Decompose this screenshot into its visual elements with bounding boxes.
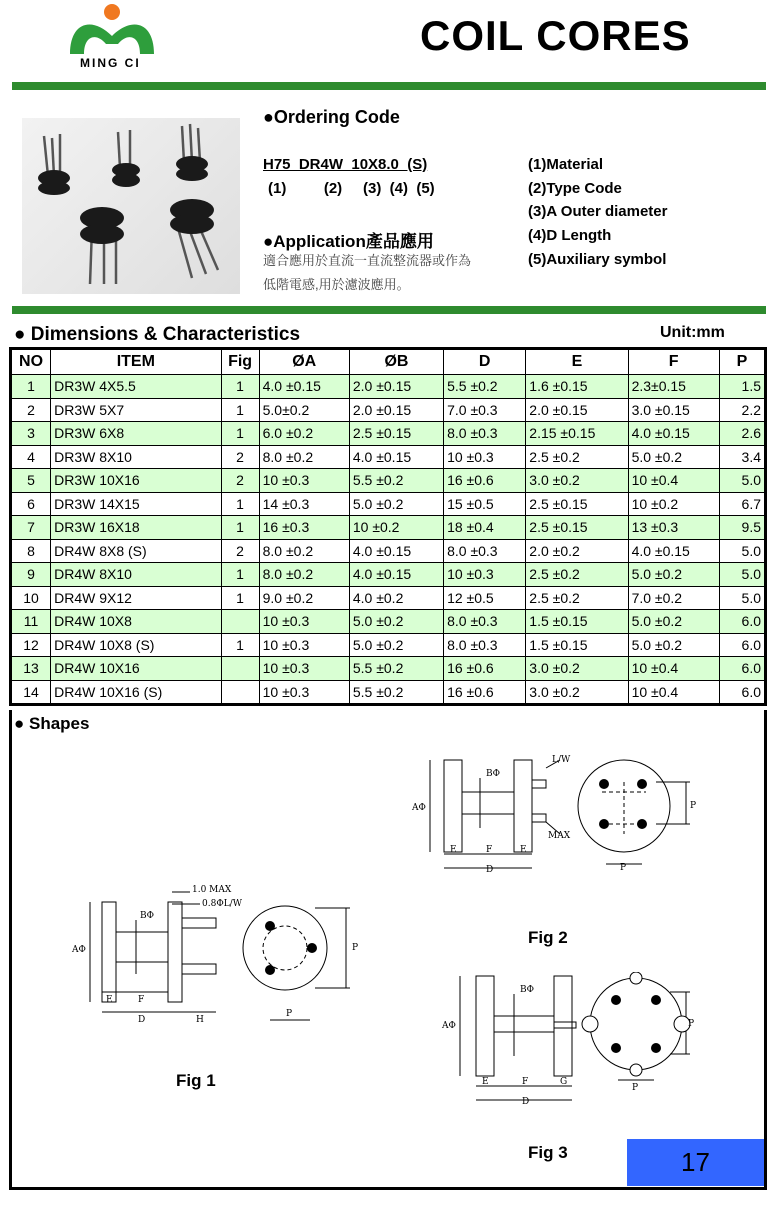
cell-f: 10 ±0.4 [628,680,719,705]
page-number: 17 [627,1139,764,1186]
fig3-drawing [438,972,698,1107]
cell-fig: 1 [221,516,259,540]
cell-item: DR4W 10X8 (S) [51,633,221,657]
page-title: COIL CORES [420,12,691,59]
product-photo [22,118,240,294]
cell-p: 5.0 [719,539,765,563]
cell-p: 6.0 [719,680,765,705]
cell-d: 15 ±0.5 [444,492,526,516]
header-b: ØB [349,349,443,375]
cell-b: 2.0 ±0.15 [349,375,443,399]
header-no: NO [11,349,51,375]
cell-a: 8.0 ±0.2 [259,563,349,587]
cell-fig: 1 [221,398,259,422]
cell-p: 6.0 [719,610,765,634]
cell-p: 2.6 [719,422,765,446]
cell-item: DR3W 8X10 [51,445,221,469]
ordering-code-example: H75 DR4W 10X8.0 (S) [263,156,428,173]
cell-item: DR3W 6X8 [51,422,221,446]
cell-fig: 1 [221,563,259,587]
application-title: ●Application產品應用 [263,232,434,251]
table-row [11,398,766,422]
cell-b: 5.5 ±0.2 [349,657,443,681]
cell-no: 2 [11,398,51,422]
cell-d: 18 ±0.4 [444,516,526,540]
fig1-label-h: H [196,1015,204,1025]
cell-d: 8.0 ±0.3 [444,539,526,563]
cell-f: 5.0 ±0.2 [628,563,719,587]
fig3-label-g: G [560,1077,568,1087]
cell-no: 5 [11,469,51,493]
table-row [11,586,766,610]
cell-no: 4 [11,445,51,469]
cell-f: 5.0 ±0.2 [628,610,719,634]
cell-no: 13 [11,657,51,681]
header-fig: Fig [221,349,259,375]
cell-f: 4.0 ±0.15 [628,422,719,446]
cell-p: 3.4 [719,445,765,469]
cell-no: 7 [11,516,51,540]
dimensions-table [9,347,767,706]
cell-f: 3.0 ±0.15 [628,398,719,422]
cell-e: 1.6 ±0.15 [526,375,628,399]
cell-b: 5.5 ±0.2 [349,680,443,705]
cell-b: 4.0 ±0.15 [349,563,443,587]
table-row [11,422,766,446]
fig3-label-p-vertical: P [688,1019,695,1029]
table-row [11,657,766,681]
legend-outer-diameter: (3)A Outer diameter [528,203,668,220]
cell-item: DR3W 16X18 [51,516,221,540]
header-f: F [628,349,719,375]
cell-item: DR4W 8X10 [51,563,221,587]
cell-p: 1.5 [719,375,765,399]
fig1-label-p-vertical: P [352,943,359,953]
cell-b: 5.5 ±0.2 [349,469,443,493]
header-d: D [444,349,526,375]
cell-no: 1 [11,375,51,399]
cell-a: 8.0 ±0.2 [259,539,349,563]
fig2-label-b: BΦ [486,769,500,779]
cell-f: 5.0 ±0.2 [628,445,719,469]
cell-fig [221,610,259,634]
header-p: P [719,349,765,375]
table-row [11,680,766,705]
fig2-label-lw: L/W [552,755,571,765]
shapes-title: ● Shapes [14,714,90,733]
fig1-label-b: BΦ [140,911,154,921]
cell-item: DR4W 10X16 (S) [51,680,221,705]
cell-b: 5.0 ±0.2 [349,610,443,634]
cell-b: 4.0 ±0.15 [349,445,443,469]
ordering-code-parts: (1) (2) (3) (4) (5) [268,180,435,197]
cell-p: 6.0 [719,657,765,681]
cell-no: 6 [11,492,51,516]
fig1-label-lw: 0.8ΦL/W [202,899,242,909]
cell-b: 10 ±0.2 [349,516,443,540]
table-row [11,516,766,540]
cell-a: 6.0 ±0.2 [259,422,349,446]
fig1-label-a: AΦ [72,945,86,955]
cell-no: 9 [11,563,51,587]
fig3-label-d: D [522,1097,530,1107]
cell-item: DR3W 4X5.5 [51,375,221,399]
cell-fig: 2 [221,469,259,493]
cell-fig [221,680,259,705]
cell-a: 8.0 ±0.2 [259,445,349,469]
cell-d: 16 ±0.6 [444,657,526,681]
fig2-label-max: MAX [548,831,571,841]
cell-item: DR4W 9X12 [51,586,221,610]
cell-a: 10 ±0.3 [259,657,349,681]
cell-p: 5.0 [719,586,765,610]
cell-p: 6.7 [719,492,765,516]
fig2-label-a: AΦ [412,803,426,813]
cell-a: 10 ±0.3 [259,633,349,657]
cell-f: 2.3±0.15 [628,375,719,399]
unit-label: Unit:mm [660,324,725,341]
cell-no: 3 [11,422,51,446]
table-row [11,563,766,587]
cell-b: 4.0 ±0.2 [349,586,443,610]
cell-a: 16 ±0.3 [259,516,349,540]
application-text-line1: 適合應用於直流一直流整流器或作為 [263,253,472,268]
fig2-label-e-right: E [520,845,527,855]
cell-fig: 1 [221,586,259,610]
fig3-label: Fig 3 [528,1143,568,1162]
cell-fig: 2 [221,539,259,563]
cell-a: 4.0 ±0.15 [259,375,349,399]
cell-a: 10 ±0.3 [259,469,349,493]
cell-d: 10 ±0.3 [444,445,526,469]
cell-f: 13 ±0.3 [628,516,719,540]
fig1-label-p: P [286,1009,293,1019]
cell-a: 5.0±0.2 [259,398,349,422]
fig1-label-max: 1.0 MAX [192,885,232,895]
cell-d: 8.0 ±0.3 [444,422,526,446]
cell-e: 2.5 ±0.15 [526,492,628,516]
fig2-drawing [410,752,700,874]
cell-d: 8.0 ±0.3 [444,633,526,657]
cell-f: 10 ±0.2 [628,492,719,516]
dimensions-title: ● Dimensions & Characteristics [14,324,301,345]
cell-fig [221,657,259,681]
cell-b: 5.0 ±0.2 [349,633,443,657]
cell-b: 2.5 ±0.15 [349,422,443,446]
fig2-label-p-vertical: P [690,801,697,811]
cell-d: 12 ±0.5 [444,586,526,610]
header-item: ITEM [51,349,221,375]
cell-item: DR4W 10X8 [51,610,221,634]
logo-text: MING CI [80,56,141,70]
cell-f: 10 ±0.4 [628,657,719,681]
cell-a: 9.0 ±0.2 [259,586,349,610]
table-row [11,610,766,634]
fig2-label-f: F [486,845,493,855]
cell-e: 1.5 ±0.15 [526,633,628,657]
cell-item: DR4W 8X8 (S) [51,539,221,563]
cell-item: DR3W 10X16 [51,469,221,493]
cell-f: 10 ±0.4 [628,469,719,493]
cell-no: 14 [11,680,51,705]
fig3-label-a: AΦ [442,1021,456,1031]
cell-no: 12 [11,633,51,657]
cell-no: 8 [11,539,51,563]
cell-fig: 1 [221,633,259,657]
cell-e: 2.15 ±0.15 [526,422,628,446]
cell-p: 9.5 [719,516,765,540]
top-divider [12,82,766,90]
cell-a: 10 ±0.3 [259,680,349,705]
cell-p: 6.0 [719,633,765,657]
cell-p: 5.0 [719,469,765,493]
cell-e: 2.5 ±0.15 [526,516,628,540]
fig3-label-e: E [482,1077,489,1087]
cell-p: 2.2 [719,398,765,422]
cell-d: 16 ±0.6 [444,469,526,493]
header-e: E [526,349,628,375]
table-row [11,633,766,657]
cell-d: 5.5 ±0.2 [444,375,526,399]
cell-d: 16 ±0.6 [444,680,526,705]
cell-e: 3.0 ±0.2 [526,469,628,493]
cell-f: 4.0 ±0.15 [628,539,719,563]
cell-d: 7.0 ±0.3 [444,398,526,422]
cell-a: 14 ±0.3 [259,492,349,516]
cell-fig: 1 [221,422,259,446]
header-a: ØA [259,349,349,375]
fig3-label-f: F [522,1077,529,1087]
cell-no: 10 [11,586,51,610]
fig1-drawing [70,880,370,1025]
legend-type-code: (2)Type Code [528,180,622,197]
cell-fig: 1 [221,492,259,516]
fig3-label-p: P [632,1083,639,1093]
table-row [11,375,766,399]
cell-b: 5.0 ±0.2 [349,492,443,516]
cell-f: 5.0 ±0.2 [628,633,719,657]
fig2-label-d: D [486,865,494,874]
cell-e: 2.0 ±0.15 [526,398,628,422]
cell-item: DR3W 5X7 [51,398,221,422]
table-row [11,492,766,516]
table-row [11,445,766,469]
cell-fig: 1 [221,375,259,399]
cell-e: 1.5 ±0.15 [526,610,628,634]
cell-e: 2.0 ±0.2 [526,539,628,563]
legend-d-length: (4)D Length [528,227,612,244]
application-text-line2: 低階電感,用於濾波應用。 [263,277,410,292]
cell-b: 2.0 ±0.15 [349,398,443,422]
table-row [11,539,766,563]
cell-item: DR4W 10X16 [51,657,221,681]
cell-fig: 2 [221,445,259,469]
legend-auxiliary-symbol: (5)Auxiliary symbol [528,251,667,268]
cell-item: DR3W 14X15 [51,492,221,516]
cell-d: 8.0 ±0.3 [444,610,526,634]
cell-e: 2.5 ±0.2 [526,586,628,610]
cell-p: 5.0 [719,563,765,587]
cell-e: 2.5 ±0.2 [526,563,628,587]
cell-e: 2.5 ±0.2 [526,445,628,469]
fig2-label: Fig 2 [528,928,568,947]
fig3-label-b: BΦ [520,985,534,995]
cell-d: 10 ±0.3 [444,563,526,587]
table-header-row [11,349,766,375]
cell-b: 4.0 ±0.15 [349,539,443,563]
cell-e: 3.0 ±0.2 [526,657,628,681]
cell-a: 10 ±0.3 [259,610,349,634]
fig2-label-p: P [620,863,627,873]
fig2-label-e-left: E [450,845,457,855]
fig1-label-e: E [106,995,113,1005]
mid-divider [12,306,766,314]
fig1-label-d: D [138,1015,146,1025]
cell-f: 7.0 ±0.2 [628,586,719,610]
fig1-label-f: F [138,995,145,1005]
table-row [11,469,766,493]
cell-e: 3.0 ±0.2 [526,680,628,705]
fig1-label: Fig 1 [176,1071,216,1090]
cell-no: 11 [11,610,51,634]
ordering-code-title: ●Ordering Code [263,107,400,127]
legend-material: (1)Material [528,156,604,173]
